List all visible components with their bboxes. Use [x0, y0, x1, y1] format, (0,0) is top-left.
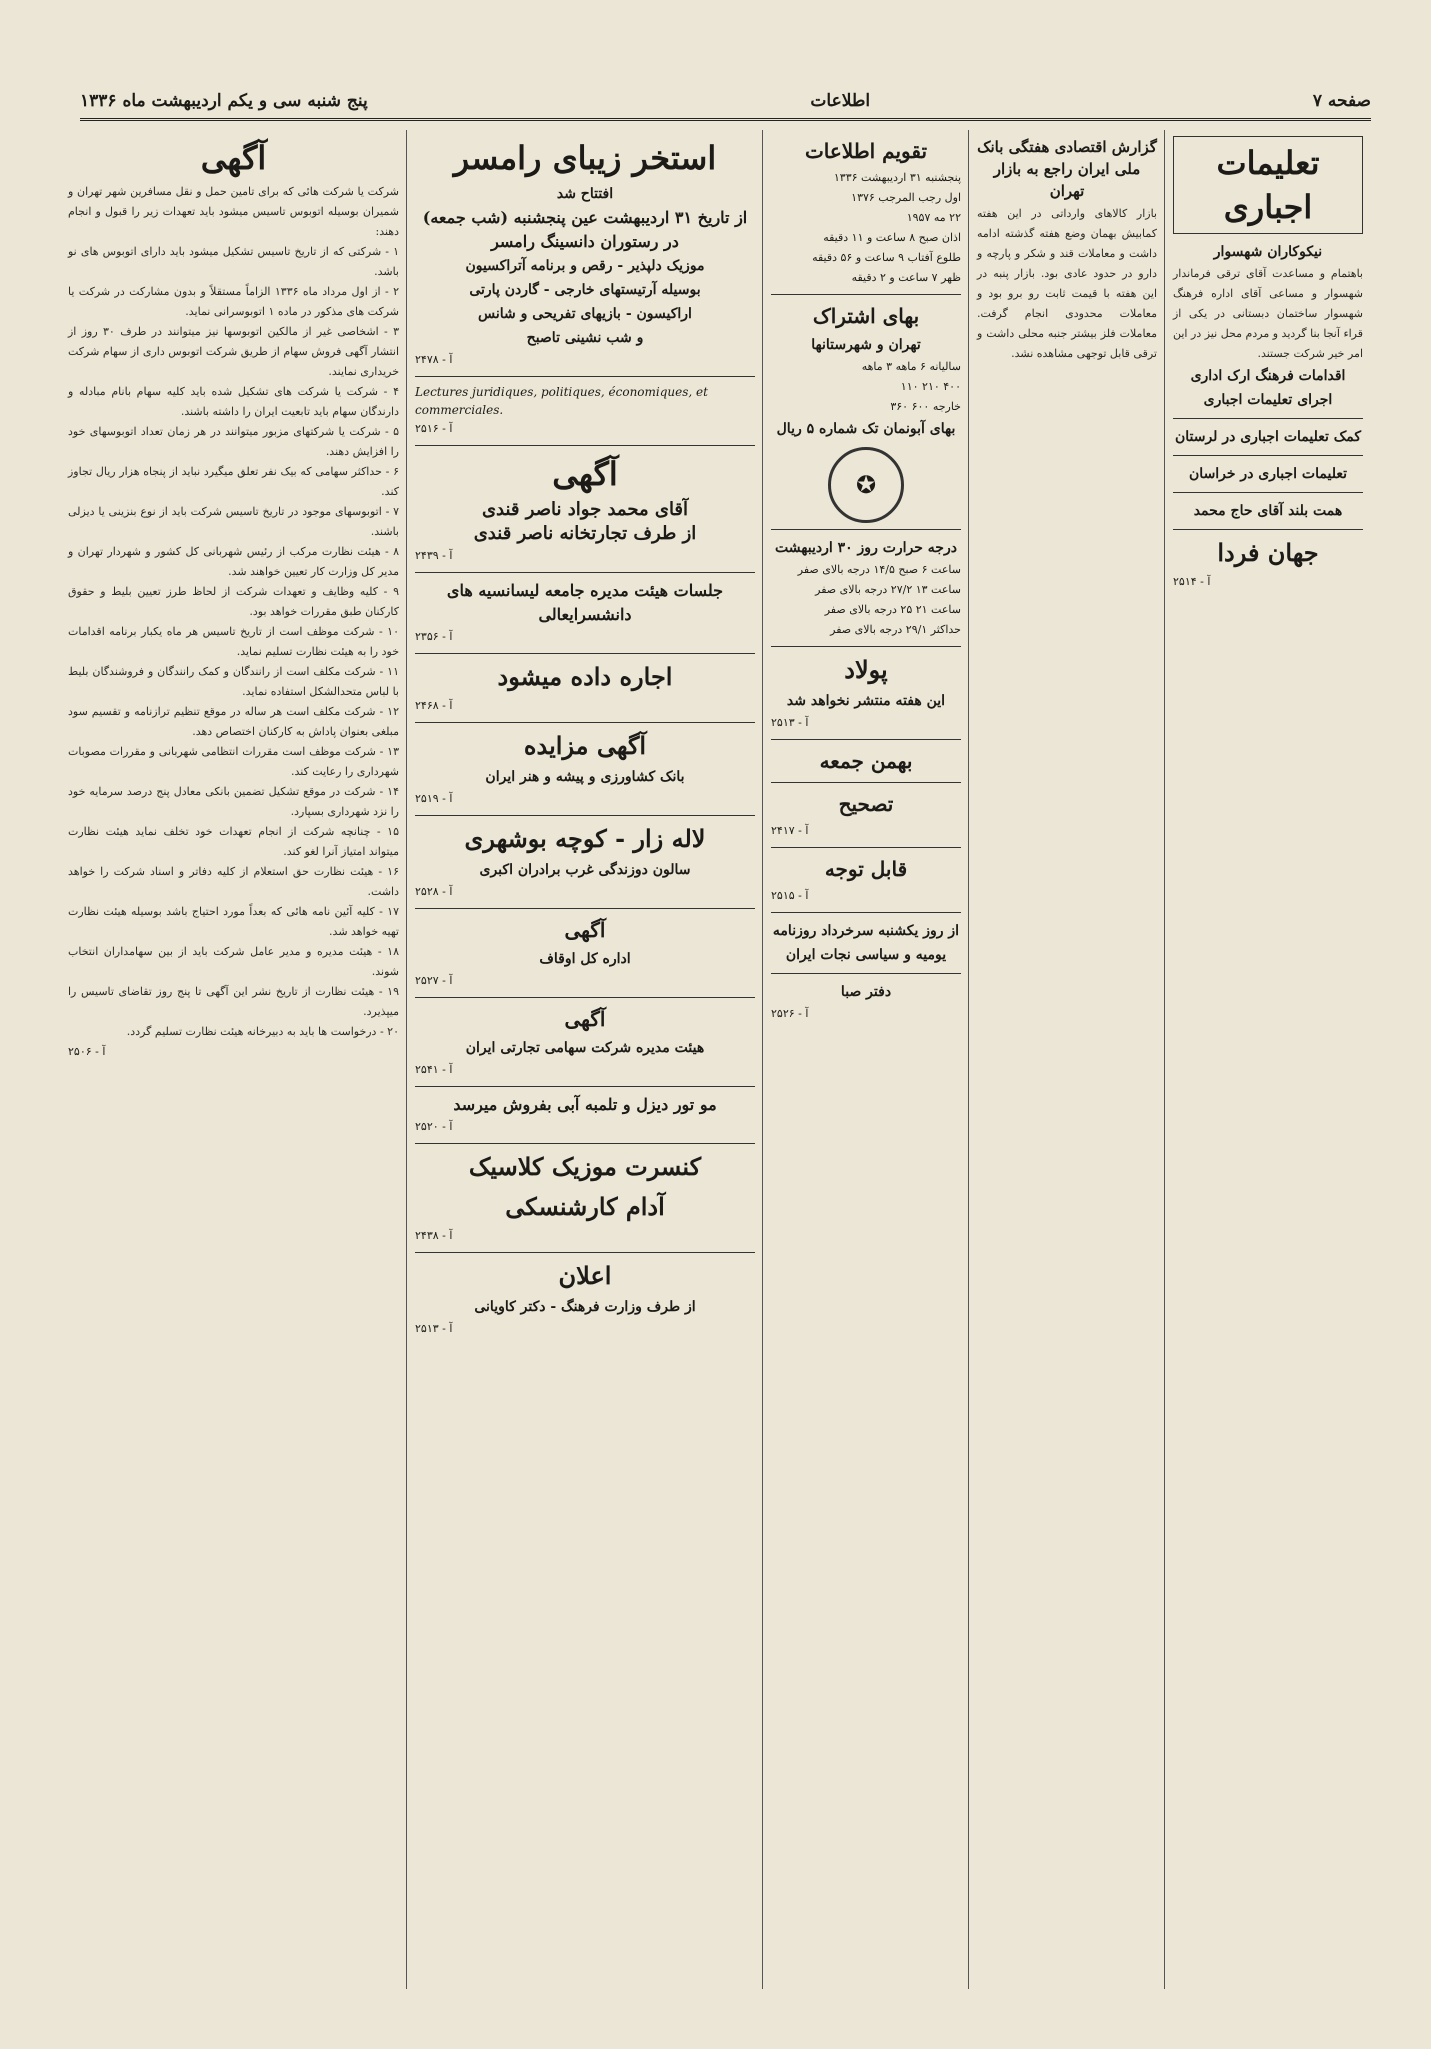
calendar-title: تقویم اطلاعات — [804, 139, 928, 163]
col5-code: ۲۵۰۶ - آ — [68, 1045, 106, 1058]
salon-title: سالون دوزندگی غرب برادران اکبری — [479, 862, 691, 878]
monthly-title: از روز یکشنبه سرخرداد روزنامه یومیه و سیاسی نجات ایران — [772, 923, 960, 963]
subscription-line-2: ۴۰۰ ۲۱۰ ۱۱۰ — [900, 380, 961, 393]
col5-item-8: ۹ - کلیه وظایف و تعهدات شرکت از لحاظ طرز تعیین بلیط و حقوق کارکنان طبق مقررات خواهد بود. — [68, 585, 399, 618]
col1-sub2: اقدامات فرهنگ ارک اداری اجرای تعلیمات اجباری — [1190, 368, 1346, 408]
polad-note: این هفته منتشر نخواهد شد — [786, 693, 946, 709]
col4-code-9: ۲۵۲۰ - آ — [415, 1120, 453, 1133]
paper-name: اطلاعات — [810, 91, 871, 111]
col5-body: شرکت یا شرکت هائی که برای تامین حمل و نقل مسافرین شهر تهران و شمیران بوسیله اتوبوس تاسیس میشود باید تعهدات زیر را قبول و انجام دهند: — [68, 185, 399, 238]
calendar-line-4: طلوع آفتاب ۹ ساعت و ۵۶ دقیقه — [812, 251, 961, 264]
col5-item-3: ۴ - شرکت یا شرکت های تشکیل شده باید کلیه سهام بانام مبادله و دارندگان سهام باید تابعیت ایران را داشته باشند. — [68, 385, 399, 418]
ramsar-line4: بوسیله آرتیستهای خارجی - گاردن پارتی — [469, 282, 701, 298]
calendar-line-0: پنجشنبه ۳۱ اردیبهشت ۱۳۳۶ — [833, 171, 961, 184]
agahi3-title: آگهی — [564, 1007, 606, 1031]
col5-item-0: ۱ - شرکتی که از تاریخ تاسیس تشکیل میشود باید دارای اتوبوس های نو باشد. — [68, 245, 399, 278]
col5-item-6: ۷ - اتوبوسهای موجود در تاریخ تاسیس شرکت باید از نوع بنزینی یا دیزلی باشند. — [68, 505, 399, 538]
masthead — [80, 84, 1371, 121]
polad-title: پولاد — [844, 655, 888, 684]
col1-sub1: نیکوکاران شهسوار — [1213, 244, 1323, 260]
agahi-title: آگهی — [552, 455, 618, 493]
page-number: صفحه ۷ — [1312, 91, 1371, 111]
col2-body: بازار کالاهای وارداتی در این هفته کمابیش بهمان وضع هفته گذشته ادامه داشت و معاملات قند و شکر و پارچه و دارو در حدود عادی بود. بازار پنبه در این هفته با قیمت ثابت رو برو بود و معاملات محدودی انجام گرفت. معاملات فلز بیشتر جنبه محلی داشت و ترقی قابل توجهی مشاهده نشد. — [977, 207, 1157, 360]
col5-title: آگهی — [200, 139, 267, 177]
col1-body: باهتمام و مساعدت آقای ترقی فرماندار شهسوار و مساعی آقای اداره فرهنگ شهسوار ساختمان دبستانی در یکی از قراء آنجا بنا گردید و مردم محل نیز در این امر خیر شرکت جستند. — [1173, 267, 1363, 360]
concert-title: کنسرت موزیک کلاسیک — [468, 1152, 702, 1181]
lale-title: لاله زار - کوچه بوشهری — [464, 824, 706, 853]
bank-name: بانک کشاورزی و پیشه و هنر ایران — [485, 769, 685, 785]
col5-item-16: ۱۷ - کلیه آئین نامه هائی که بعداً مورد احتیاج باشد بوسیله هیئت نظارت تهیه خواهد شد. — [68, 905, 399, 938]
col5-item-10: ۱۱ - شرکت مکلف است از رانندگان و کمک رانندگان و فروشندگان بلیط با لباس متحدالشکل استفاده نماید. — [68, 665, 399, 698]
temperature-title: درجه حرارت روز ۳۰ اردیبهشت — [775, 540, 957, 556]
subscription-line-3: خارجه ۶۰۰ ۳۶۰ — [890, 400, 961, 413]
col5-item-9: ۱۰ - شرکت موظف است از تاریخ تاسیس هر ماه یکبار برنامه اقدامات خود را به هیئت نظارت تسلیم نماید. — [68, 625, 399, 658]
attention-title: قابل توجه — [824, 857, 908, 881]
agahi-from: از طرف تجارتخانه ناصر قندی — [473, 523, 697, 544]
subscription-line-0: تهران و شهرستانها — [811, 337, 921, 353]
col4-code-2: ۲۴۳۹ - آ — [415, 549, 453, 562]
col4-code-7: ۲۵۲۷ - آ — [415, 974, 453, 987]
col4-code-0: ۲۴۷۸ - آ — [415, 353, 453, 366]
col2-title: گزارش اقتصادی هفتگی بانک ملی ایران راجع به بازار تهران — [977, 138, 1157, 200]
column-compulsory-education — [1164, 130, 1371, 1989]
col1-sub3: کمک تعلیمات اجباری در لرستان — [1174, 429, 1362, 445]
issue-date: پنج شنبه سی و یکم اردیبهشت ماه ۱۳۳۶ — [80, 91, 368, 111]
ejare-title: اجاره داده میشود — [497, 662, 673, 691]
temperature-row-1: ساعت ۱۳ ۲۷/۲ درجه بالای صفر — [815, 583, 961, 596]
col4-code-4: ۲۴۶۸ - آ — [415, 699, 453, 712]
col5-item-2: ۳ - اشخاصی غیر از مالکین اتوبوسها نیز میتوانند در طرف ۳۰ روز از انتشار آگهی فروش سهام از طریق شرکت اتوبوس داری از سهام شرکت خریداری نمایند. — [68, 325, 399, 378]
col3-code-2: ۲۵۱۵ - آ — [771, 889, 809, 902]
col4-code-6: ۲۵۲۸ - آ — [415, 885, 453, 898]
col5-item-14: ۱۵ - چنانچه شرکت از انجام تعهدات خود تخلف نماید هیئت نظارت میتواند امتیاز آنرا لغو کند. — [68, 825, 399, 858]
ramsar-opened: افتتاح شد — [556, 186, 614, 202]
col5-item-5: ۶ - حداکثر سهامی که بیک نفر تعلق میگیرد نباید از پنجاه هزار ریال تجاوز کند. — [68, 465, 399, 498]
col4-code-5: ۲۵۱۹ - آ — [415, 792, 453, 805]
concert-artist: آدام کارشنسکی — [505, 1192, 665, 1221]
col5-item-4: ۵ - شرکت یا شرکتهای مزبور میتوانند در هر زمان تعداد اتوبوسهای خود را افزایش دهند. — [68, 425, 399, 458]
ramsar-line2: در رستوران دانسینگ رامسر — [491, 232, 679, 251]
oqaf-name: اداره کل اوقاف — [539, 951, 631, 967]
col4-code-11: ۲۵۱۳ - آ — [415, 1322, 453, 1335]
col4-code-8: ۲۵۴۱ - آ — [415, 1063, 453, 1076]
col4-code-1: ۲۵۱۶ - آ — [415, 422, 453, 435]
temperature-row-0: ساعت ۶ صبح ۱۴/۵ درجه بالای صفر — [797, 563, 961, 576]
ramsar-line5: اراکیسون - بازیهای تفریحی و شانس — [478, 306, 692, 322]
temperature-row-3: حداکثر ۲۹/۱ درجه بالای صفر — [830, 623, 961, 636]
col5-item-19: ۲۰ - درخواست ها باید به دبیرخانه هیئت نظارت تسلیم گردد. — [126, 1025, 399, 1038]
column-advertisements — [406, 130, 763, 1989]
agahi2-title: آگهی — [564, 918, 606, 942]
col5-item-1: ۲ - از اول مرداد ماه ۱۳۳۶ الزاماً مستقلاً و بدون مشارکت در شرکت یا شرکت های مذکور در ماده ۱ اتوبوسرانی نماید. — [68, 285, 399, 318]
lectures-latin: Lectures juridiques, politiques, économiques, et commerciales. — [415, 385, 708, 417]
col4-code-10: ۲۴۳۸ - آ — [415, 1229, 453, 1242]
mozayede-title: آگهی مزایده — [523, 731, 647, 760]
calendar-line-2: ۲۲ مه ۱۹۵۷ — [906, 211, 961, 224]
elan-from: از طرف وزارت فرهنگ - دکتر کاویانی — [474, 1299, 696, 1315]
col5-item-7: ۸ - هیئت نظارت مرکب از رئیس شهربانی کل کشور و شهردار تهران و مدیر کل وزارت کار تعیین خواهند شد. — [68, 545, 399, 578]
col3-code-3: ۲۵۲۶ - آ — [771, 1007, 809, 1020]
col5-item-17: ۱۸ - هیئت مدیره و مدیر عامل شرکت باید از بین سهامداران انتخاب شوند. — [68, 945, 399, 978]
subscription-title: بهای اشتراک — [812, 304, 920, 328]
col1-sub6: جهان فردا — [1217, 538, 1319, 567]
col5-item-12: ۱۳ - شرکت موظف است مقررات انتظامی شهربانی و مقررات مصوبات شهرداری را رعایت کند. — [68, 745, 399, 778]
col4-code-3: ۲۳۵۶ - آ — [415, 630, 453, 643]
calendar-line-3: اذان صبح ۸ ساعت و ۱۱ دقیقه — [823, 231, 961, 244]
calendar-line-5: ظهر ۷ ساعت و ۲ دقیقه — [851, 271, 961, 284]
column-calendar — [762, 130, 969, 1989]
ramsar-line1: از تاریخ ۳۱ اردیبهشت عین پنجشنبه (شب جمعه) — [422, 208, 748, 227]
col1-code: ۲۵۱۴ - آ — [1173, 575, 1211, 588]
col5-item-18: ۱۹ - هیئت نظارت از تاریخ نشر این آگهی تا پنج روز تقاضای تاسیس را میپذیرد. — [68, 985, 399, 1018]
col5-item-11: ۱۲ - شرکت مکلف است هر ساله در موقع تنظیم ترازنامه و تقسیم سود مبلغی بعنوان پاداش به کارکنان اختصاص دهد. — [68, 705, 399, 738]
jalasat-title: جلسات هیئت مدیره جامعه لیسانسیه های دانشسرایعالی — [446, 581, 724, 624]
ramsar-line6: و شب نشینی تاصبح — [526, 330, 644, 346]
agahi-name: آقای محمد جواد ناصر قندی — [481, 499, 689, 520]
column-economic-report — [968, 130, 1165, 1989]
col3-code-1: ۲۴۱۷ - آ — [771, 824, 809, 837]
subscription-line-4: بهای آبونمان تک شماره ۵ ریال — [776, 421, 956, 437]
ramsar-line3: موزیک دلپذیر - رقص و برنامه آتراکسیون — [465, 258, 705, 274]
col1-sub5: همت بلند آقای حاج محمد — [1193, 503, 1343, 519]
col3-code-0: ۲۵۱۳ - آ — [771, 716, 809, 729]
tashih-title: تصحیح — [838, 792, 894, 816]
col1-sub4: تعلیمات اجباری در خراسان — [1189, 466, 1347, 482]
elan-title: اعلان — [558, 1261, 612, 1290]
subscription-line-1: ساليانه ۶ ماهه ۳ ماهه — [861, 360, 961, 373]
daftar-saba: دفتر صبا — [840, 984, 892, 1000]
ramsar-title: استخر زیبای رامسر — [453, 139, 717, 177]
bahman-title: بهمن جمعه — [819, 749, 913, 773]
temperature-row-2: ساعت ۲۱ ۲۵ درجه بالای صفر — [824, 603, 961, 616]
col1-title: تعلیمات اجباری — [1173, 136, 1363, 234]
col5-item-13: ۱۴ - شرکت در موقع تشکیل تضمین بانکی معادل پنج درصد سرمایه خود را نزد شهرداری بسپارد. — [68, 785, 399, 818]
emblem-icon: ✪ — [828, 447, 904, 523]
footer-ad: مو تور دیزل و تلمبه آبی بفروش میرسد — [453, 1095, 717, 1114]
calendar-line-1: اول رجب المرجب ۱۳۷۶ — [851, 191, 961, 204]
col5-item-15: ۱۶ - هیئت نظارت حق استعلام از کلیه دفاتر و اسناد شرکت را خواهد داشت. — [68, 865, 399, 898]
hayat-name: هیئت مدیره شرکت سهامی تجارتی ایران — [465, 1040, 705, 1056]
column-bus-notice — [60, 130, 407, 1989]
